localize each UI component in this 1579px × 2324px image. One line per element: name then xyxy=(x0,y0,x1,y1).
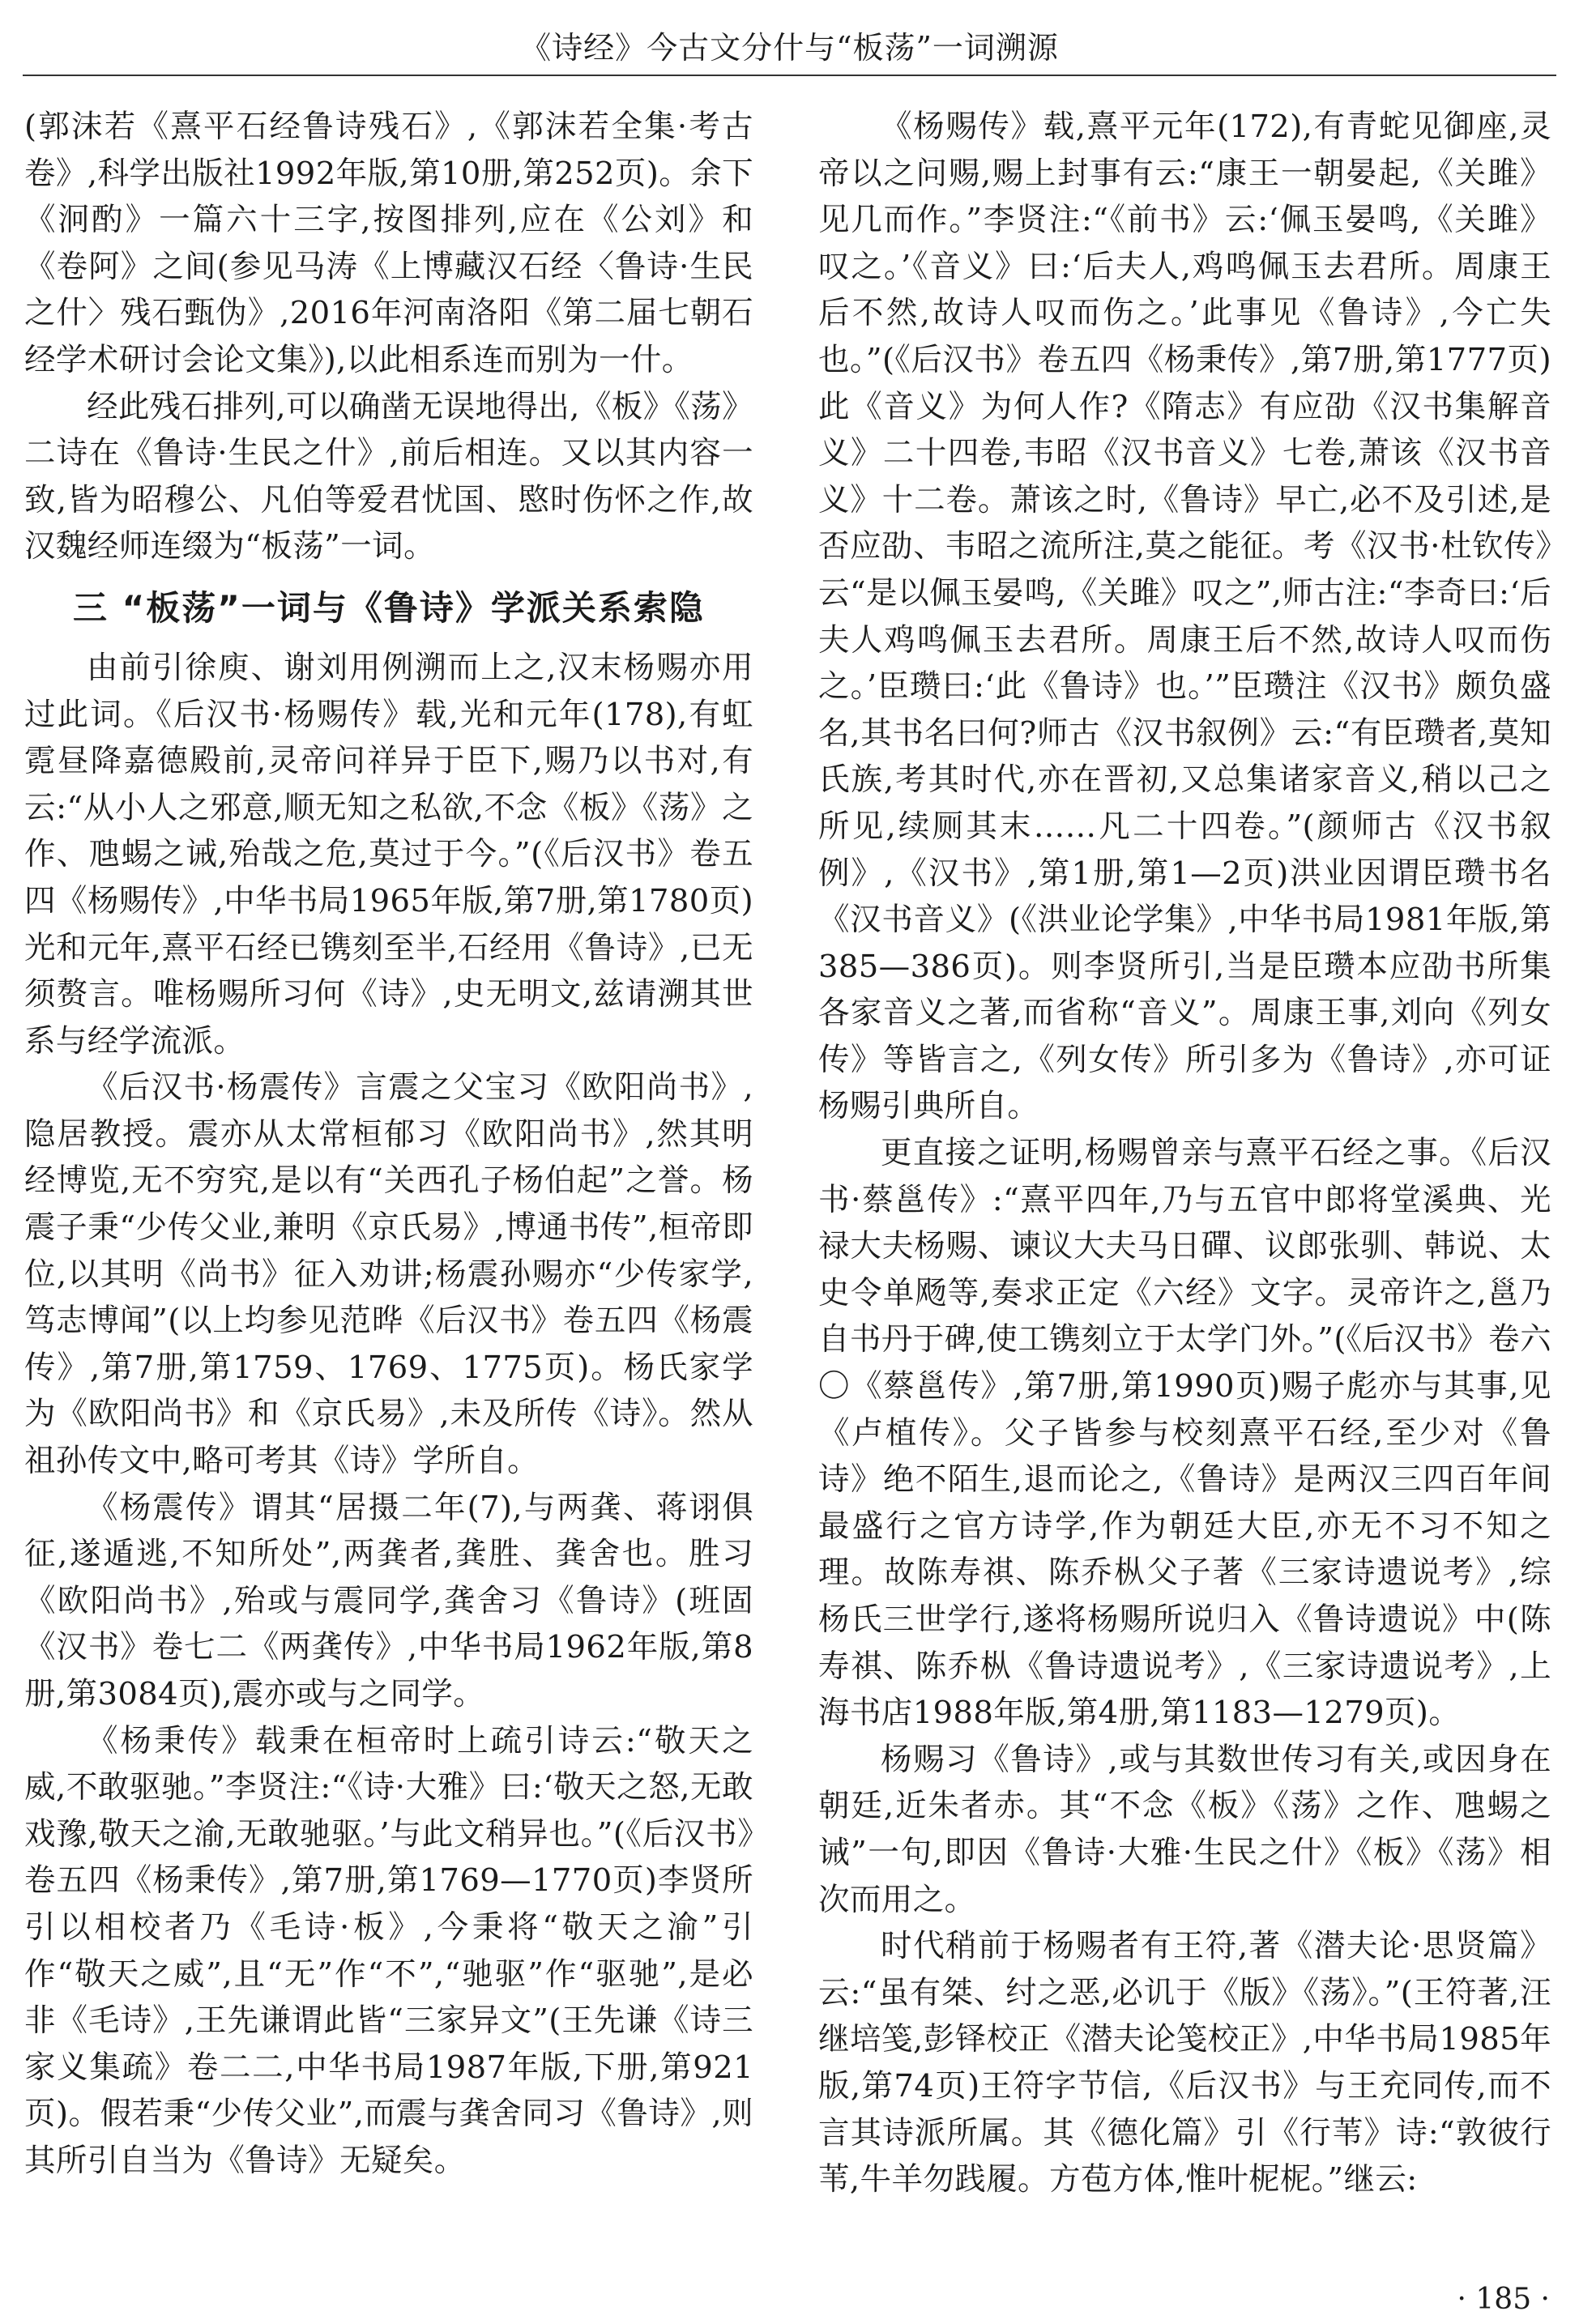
paragraph: 由前引徐庾、谢刘用例溯而上之,汉末杨赐亦用过此词。《后汉书·杨赐传》载,光和元年(178),有虹霓昼降嘉德殿前,灵帝问祥异于臣下,赐乃以书对,有云:“从小人之邪意,顺无知之私欲,不念《板》《荡》之作、虺蜴之诫,殆哉之危,莫过于今。”(《后汉书》卷五四《杨赐传》,中华书局1965年版,第7册,第1780页)光和元年,熹平石经已镌刻至半,石经用《鲁诗》,已无须赘言。唯杨赐所习何《诗》,史无明文,兹请溯其世系与经学流派。 xyxy=(24,649,753,1060)
header-rule xyxy=(23,75,1556,76)
page-number: · 185 · xyxy=(1457,2283,1550,2316)
paragraph: 杨赐习《鲁诗》,或与其数世传习有关,或因身在朝廷,近朱者赤。其“不念《板》《荡》之作、虺蜴之诫”一句,即因《鲁诗·大雅·生民之什》《板》《荡》相次而用之。 xyxy=(818,1741,1551,1918)
left-column xyxy=(24,104,753,2185)
running-title: 《诗经》今古文分什与“板荡”一词溯源 xyxy=(520,30,1059,66)
section-heading: 三 “板荡”一词与《鲁诗》学派关系索隐 xyxy=(73,587,705,628)
right-column xyxy=(818,104,1551,2203)
paragraph: 时代稍前于杨赐者有王符,著《潜夫论·思贤篇》云:“虽有桀、纣之恶,必讥于《版》《荡》。”(王符著,汪继培笺,彭铎校正《潜夫论笺校正》,中华书局1985年版,第74页)王符字节信,《后汉书》与王充同传,而不言其诗派所属。其《德化篇》引《行苇》诗:“敦彼行苇,牛羊勿践履。方苞方体,惟叶柅柅。”继云: xyxy=(818,1928,1551,2198)
paragraph: 经此残石排列,可以确凿无误地得出,《板》《荡》二诗在《鲁诗·生民之什》,前后相连。又以其内容一致,皆为昭穆公、凡伯等爱君忧国、愍时伤怀之作,故汉魏经师连缀为“板荡”一词。 xyxy=(24,388,753,565)
paragraph: 《后汉书·杨震传》言震之父宝习《欧阳尚书》,隐居教授。震亦从太常桓郁习《欧阳尚书》,然其明经博览,无不穷究,是以有“关西孔子杨伯起”之誉。杨震子秉“少传父业,兼明《京氏易》,博通书传”,桓帝即位,以其明《尚书》征入劝讲;杨震孙赐亦“少传家学,笃志博闻”(以上均参见范晔《后汉书》卷五四《杨震传》,第7册,第1759、1769、1775页)。杨氏家学为《欧阳尚书》和《京氏易》,未及所传《诗》。然从祖孙传文中,略可考其《诗》学所自。 xyxy=(24,1069,753,1480)
paragraph: 更直接之证明,杨赐曾亲与熹平石经之事。《后汉书·蔡邕传》:“熹平四年,乃与五官中郎将堂溪典、光禄大夫杨赐、谏议大夫马日磾、议郎张驯、韩说、太史令单飏等,奏求正定《六经》文字。灵帝许之,邕乃自书丹于碑,使工镌刻立于太学门外。”(《后汉书》卷六〇《蔡邕传》,第7册,第1990页)赐子彪亦与其事,见《卢植传》。父子皆参与校刻熹平石经,至少对《鲁诗》绝不陌生,退而论之,《鲁诗》是两汉三四百年间最盛行之官方诗学,作为朝廷大臣,亦无不习不知之理。故陈寿祺、陈乔枞父子著《三家诗遗说考》,综杨氏三世学行,遂将杨赐所说归入《鲁诗遗说》中(陈寿祺、陈乔枞《鲁诗遗说考》,《三家诗遗说考》,上海书店1988年版,第4册,第1183—1279页)。 xyxy=(818,1135,1551,1732)
paragraph: 《杨震传》谓其“居摄二年(7),与两龚、蒋诩俱征,遂遁逃,不知所处”,两龚者,龚胜、龚舍也。胜习《欧阳尚书》,殆或与震同学,龚舍习《鲁诗》(班固《汉书》卷七二《两龚传》,中华书局1962年版,第8册,第3084页),震亦或与之同学。 xyxy=(24,1489,753,1712)
paragraph: 《杨赐传》载,熹平元年(172),有青蛇见御座,灵帝以之问赐,赐上封事有云:“康王一朝晏起,《关雎》见几而作。”李贤注:“《前书》云:‘佩玉晏鸣,《关雎》叹之。’《音义》曰:‘后夫人,鸡鸣佩玉去君所。周康王后不然,故诗人叹而伤之。’此事见《鲁诗》,今亡失也。”(《后汉书》卷五四《杨秉传》,第7册,第1777页)此《音义》为何人作?《隋志》有应劭《汉书集解音义》二十四卷,韦昭《汉书音义》七卷,萧该《汉书音义》十二卷。萧该之时,《鲁诗》早亡,必不及引述,是否应劭、韦昭之流所注,莫之能征。考《汉书·杜钦传》云“是以佩玉晏鸣,《关雎》叹之”,师古注:“李奇曰:‘后夫人鸡鸣佩玉去君所。周康王后不然,故诗人叹而伤之。’臣瓒曰:‘此《鲁诗》也。’”臣瓒注《汉书》颇负盛名,其书名曰何?师古《汉书叙例》云:“有臣瓒者,莫知氏族,考其时代,亦在晋初,又总集诸家音义,稍以己之所见,续厕其末……凡二十四卷。”(颜师古《汉书叙例》,《汉书》,第1册,第1—2页)洪业因谓臣瓒书名《汉书音义》(《洪业论学集》,中华书局1981年版,第385—386页)。则李贤所引,当是臣瓒本应劭书所集各家音义之著,而省称“音义”。周康王事,刘向《列女传》等皆言之,《列女传》所引多为《鲁诗》,亦可证杨赐引典所自。 xyxy=(818,109,1551,1125)
paragraph: 《杨秉传》载秉在桓帝时上疏引诗云:“敬天之威,不敢驱驰。”李贤注:“《诗·大雅》曰:‘敬天之怒,无敢戏豫,敬天之渝,无敢驰驱。’与此文稍异也。”(《后汉书》卷五四《杨秉传》,第7册,第1769—1770页)李贤所引以相校者乃《毛诗·板》,今秉将“敬天之渝”引作“敬天之威”,且“无”作“不”,“驰驱”作“驱驰”,是必非《毛诗》,王先谦谓此皆“三家异文”(王先谦《诗三家义集疏》卷二二,中华书局1987年版,下册,第921页)。假若秉“少传父业”,而震与龚舍同习《鲁诗》,则其所引自当为《鲁诗》无疑矣。 xyxy=(24,1722,753,2179)
paragraph: (郭沫若《熹平石经鲁诗残石》,《郭沫若全集·考古卷》,科学出版社1992年版,第10册,第252页)。余下《泂酌》一篇六十三字,按图排列,应在《公刘》和《卷阿》之间(参见马涛《上博藏汉石经〈鲁诗·生民之什〉残石甄伪》,2016年河南洛阳《第二届七朝石经学术研讨会论文集》),以此相系连而别为一什。 xyxy=(24,109,753,378)
